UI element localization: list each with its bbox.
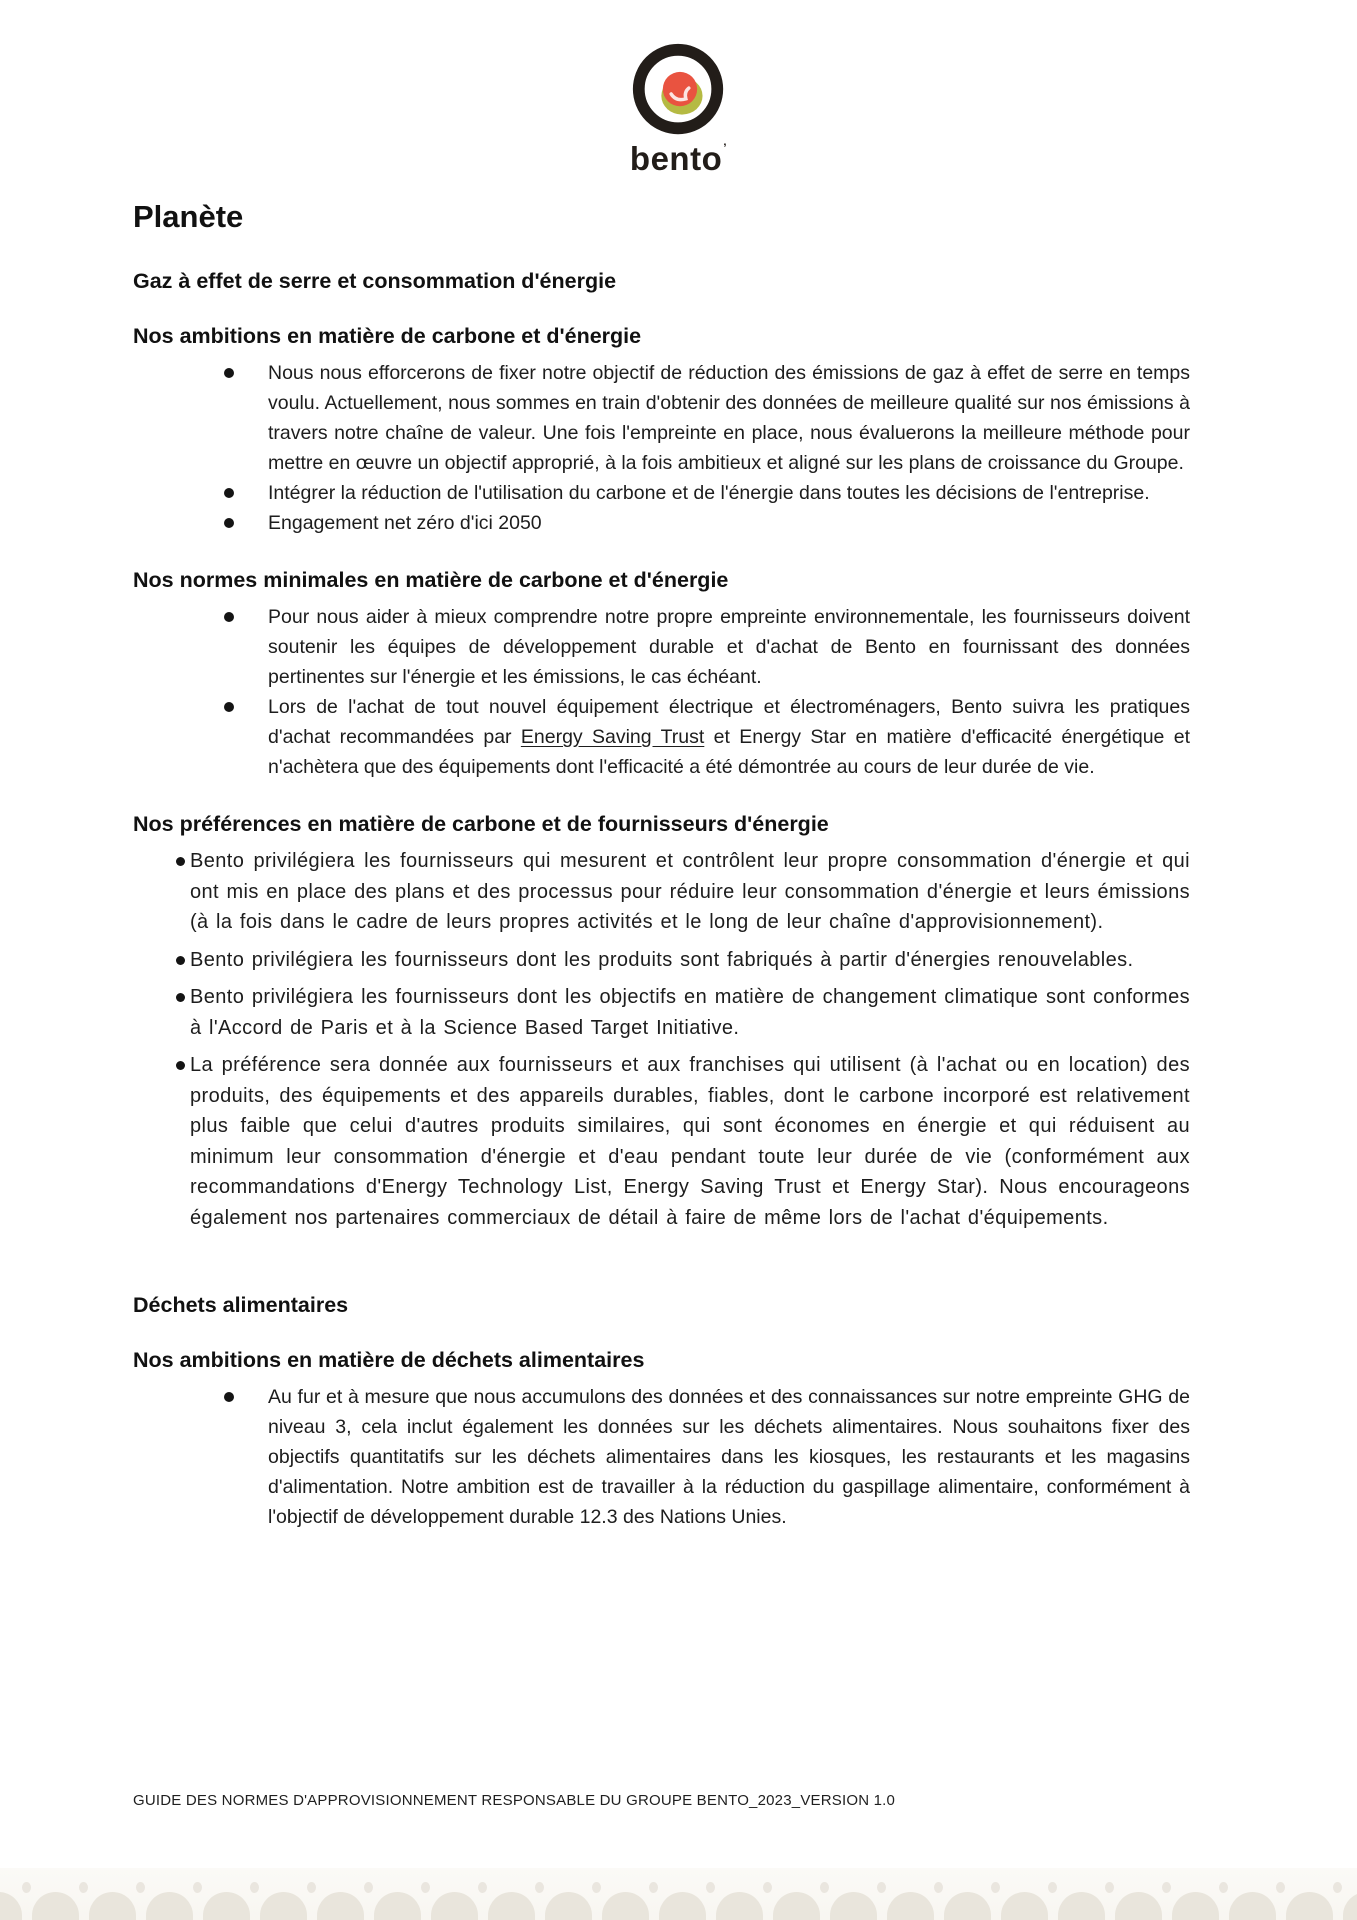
- bullet-text: Engagement net zéro d'ici 2050: [268, 512, 542, 534]
- logo-wordmark-text: bento: [629, 140, 723, 177]
- scallop: [825, 1886, 882, 1920]
- subsection-heading: Nos normes minimales en matière de carbone et d'énergie: [133, 568, 729, 592]
- bullet-text: Nous nous efforcerons de fixer notre objectif de réduction des émissions de gaz à effet de serre en temps voulu. Actuellement, nous sommes en train d'obtenir des données de meilleure qualité sur nos émissions à travers notre chaîne de valeur. Une fois l'empreinte en place, nous évaluerons la meilleure méthode pour mettre en œuvre un objectif approprié, à la fois ambitieux et aligné sur les plans de croissance du Groupe.: [268, 362, 1190, 474]
- scallop: [654, 1886, 711, 1920]
- scallop: [1281, 1886, 1338, 1920]
- section-heading: Gaz à effet de serre et consommation d'énergie: [133, 269, 617, 293]
- bullet-item: [268, 1382, 1190, 1532]
- scallop: [597, 1886, 654, 1920]
- bullet-text: Bento privilégiera les fournisseurs qui mesurent et contrôlent leur propre consommation d'énergie et qui ont mis en place des plans et des processus pour réduire leur consommation d'énergie et leurs émissions (à la fois dans le cadre de leurs propres activités et le long de leur chaîne d'approvisionnement).: [190, 850, 1190, 933]
- subsection-heading: Nos préférences en matière de carbone et de fournisseurs d'énergie: [133, 812, 829, 836]
- scallop: [540, 1886, 597, 1920]
- scallop: [1338, 1886, 1357, 1920]
- bullet-text: Bento privilégiera les fournisseurs dont les objectifs en matière de changement climatique sont conformes à l'Accord de Paris et à la Science Based Target Initiative.: [190, 986, 1190, 1039]
- bullet-list: [133, 602, 1190, 782]
- scallop: [255, 1886, 312, 1920]
- scallop: [483, 1886, 540, 1920]
- scallop: [711, 1886, 768, 1920]
- scallop: [369, 1886, 426, 1920]
- scallop: [84, 1886, 141, 1920]
- bullet-item: [268, 358, 1190, 478]
- scallop: [198, 1886, 255, 1920]
- scallop: [768, 1886, 825, 1920]
- bullet-item: [190, 945, 1190, 976]
- bullet-list: [133, 846, 1190, 1233]
- bullet-text: et Energy Star en matière d'efficacité énergétique et n'achètera que des équipements dont l'efficacité a été démontrée au cours de leur durée de vie.: [268, 726, 1190, 778]
- bullet-item: [190, 982, 1190, 1043]
- footer-text: GUIDE DES NORMES D'APPROVISIONNEMENT RESPONSABLE DU GROUPE BENTO_2023_VERSION 1.0: [133, 1792, 896, 1809]
- subsection-heading: Nos ambitions en matière de carbone et d'énergie: [133, 324, 642, 348]
- subsection-heading: Nos ambitions en matière de déchets alimentaires: [133, 1348, 645, 1372]
- scallop: [141, 1886, 198, 1920]
- document-sections: [133, 269, 1190, 1532]
- inline-link[interactable]: Energy Saving Trust: [520, 726, 705, 748]
- scallop-border: [0, 1868, 1357, 1920]
- bullet-item: [268, 478, 1190, 508]
- scallop-row: [0, 1886, 1357, 1920]
- bullet-item: [268, 508, 1190, 538]
- bullet-item: [268, 692, 1190, 782]
- scallop: [882, 1886, 939, 1920]
- brand-logo: [0, 0, 1357, 175]
- bullet-text: Pour nous aider à mieux comprendre notre propre empreinte environnementale, les fournisseurs doivent soutenir les équipes de développement durable et d'achat de Bento en fournissant des données pertinentes sur l'énergie et les émissions, le cas échéant.: [268, 606, 1190, 688]
- scallop: [1224, 1886, 1281, 1920]
- document-body: [0, 199, 1357, 1532]
- scallop: [1167, 1886, 1224, 1920]
- bullet-item: [268, 602, 1190, 692]
- bento-logo-icon: [620, 40, 738, 144]
- scallop: [996, 1886, 1053, 1920]
- bullet-text: La préférence sera donnée aux fournisseurs et aux franchises qui utilisent (à l'achat ou en location) des produits, des équipements et des appareils durables, fiables, dont le carbone incorporé est relativement plus faible que celui d'autres produits similaires, qui sont économes en énergie et qui réduisent au minimum leur consommation d'énergie et d'eau pendant toute leur durée de vie (conformément aux recommandations d'Energy Technology List, Energy Saving Trust et Energy Star). Nous encourageons également nos partenaires commerciaux de détail à faire de même lors de l'achat d'équipements.: [190, 1054, 1190, 1229]
- scallop: [939, 1886, 996, 1920]
- bullet-text: Lors de l'achat de tout nouvel équipement électrique et électroménagers, Bento suivra les pratiques d'achat recommandées par: [268, 696, 1190, 748]
- bullet-text: Au fur et à mesure que nous accumulons des données et des connaissances sur notre empreinte GHG de niveau 3, cela inclut également les données sur les déchets alimentaires. Nous souhaitons fixer des objectifs quantitatifs sur les déchets alimentaires dans les kiosques, les restaurants et les magasins d'alimentation. Notre ambition est de travailler à la réduction du gaspillage alimentaire, conformément à l'objectif de développement durable 12.3 des Nations Unies.: [268, 1386, 1190, 1528]
- bullet-list: [133, 358, 1190, 538]
- page-footer: [133, 1792, 895, 1809]
- bullet-text: Intégrer la réduction de l'utilisation du carbone et de l'énergie dans toutes les décisions de l'entreprise.: [268, 482, 1150, 504]
- scallop: [1110, 1886, 1167, 1920]
- scallop: [27, 1886, 84, 1920]
- logo-trademark: ’: [723, 141, 728, 155]
- page-title: Planète: [133, 199, 244, 234]
- scallop: [312, 1886, 369, 1920]
- bullet-item: [190, 846, 1190, 938]
- scallop: [1053, 1886, 1110, 1920]
- bullet-text: Bento privilégiera les fournisseurs dont les produits sont fabriqués à partir d'énergies renouvelables.: [190, 948, 1134, 971]
- bullet-list: [133, 1382, 1190, 1532]
- logo-wordmark: [0, 142, 1357, 175]
- bullet-item: [190, 1050, 1190, 1233]
- scallop: [426, 1886, 483, 1920]
- section-heading: Déchets alimentaires: [133, 1293, 349, 1317]
